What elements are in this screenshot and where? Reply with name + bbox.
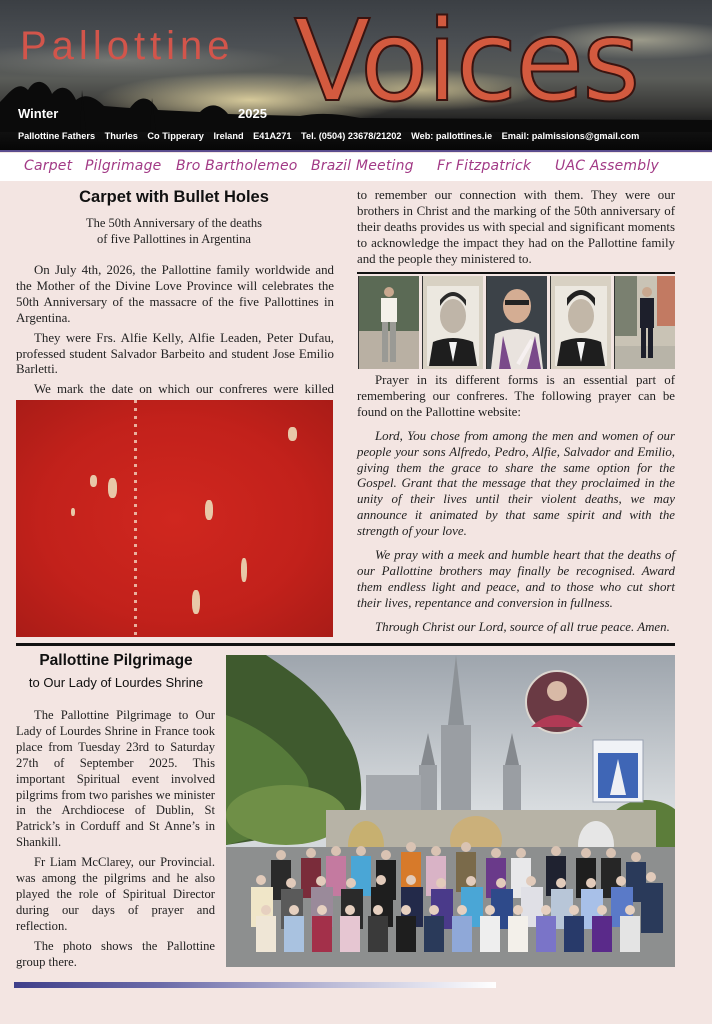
nav-item-pilgrimage[interactable]: Pilgrimage xyxy=(85,158,162,174)
nav-item-uac-assembly[interactable]: UAC Assembly xyxy=(555,158,659,174)
martyr-photo-3 xyxy=(486,276,547,369)
contact-eircode: E41A271 xyxy=(253,131,292,141)
contact-county: Co Tipperary xyxy=(147,131,204,141)
contact-web[interactable]: Web: pallottines.ie xyxy=(411,131,493,141)
martyr-photo-4 xyxy=(550,276,611,369)
carpet-paragraph: On July 4th, 2026, the Pallottine family worldwide and the Mother of the Divine Love Province will celebrates the 50th Anniversary of the massacre of the five Pallottines in Argentina. xyxy=(16,263,334,325)
bullet-hole xyxy=(90,475,97,487)
nav-item-brazil-meeting[interactable]: Brazil Meeting xyxy=(311,158,414,174)
nav-item-carpet[interactable]: Carpet xyxy=(24,158,73,174)
bullet-hole xyxy=(288,427,297,441)
carpet-paragraph: They were Frs. Alfie Kelly, Alfie Leaden, Peter Dufau, professed student Salvador Barbeito and student Jose Emilio Barletti. xyxy=(16,330,334,377)
bullet-hole xyxy=(108,478,117,498)
masthead-rule xyxy=(0,150,712,152)
pilgrimage-photo xyxy=(226,655,675,967)
pilgrimage-paragraph: Fr Liam McClarey, our Provincial. was among the pilgrims and he also played the role of Spiritual Director during our days of prayer and reflection. xyxy=(16,855,215,933)
contents-nav xyxy=(0,153,712,181)
prayer-paragraph: Lord, You chose from among the men and women of our people your sons Alfredo, Pedro, Alfie, Salvador and Emilio, giving them the grace to share the same option for the Gospel. Grant that the message that they proclaimed in the unity of their lives until their violent deaths, we may announce it animated by that same spirit and with the strength of your love. xyxy=(357,428,675,539)
martyr-photo-1 xyxy=(358,276,419,369)
prayer-paragraph: Through Christ our Lord, source of all true peace. Amen. xyxy=(375,619,670,634)
carpet-article-title: Carpet with Bullet Holes xyxy=(79,188,269,206)
nav-item-bro-bartholemeo[interactable]: Bro Bartholemeo xyxy=(176,158,298,174)
lourdes-group-illustration xyxy=(226,655,675,967)
pilgrimage-paragraph: The photo shows the Pallottine group there. xyxy=(16,938,215,969)
carpet-article-subtitle xyxy=(16,215,332,247)
issue-season: Winter xyxy=(18,106,59,121)
footer-gradient-bar xyxy=(14,982,496,988)
prayer-intro: Prayer in its different forms is an essential part of remembering our confreres. The following prayer can be found on the Pallottine website: xyxy=(357,373,675,419)
contact-org: Pallottine Fathers xyxy=(18,131,96,141)
pilgrimage-article-subtitle: to Our Lady of Lourdes Shrine xyxy=(28,675,204,690)
carpet-article-continuation xyxy=(357,188,675,268)
masthead xyxy=(0,0,712,152)
pilgrimage-article-title: Pallottine Pilgrimage xyxy=(39,652,193,669)
carpet-subtitle-line2: of five Pallottines in Argentina xyxy=(97,232,251,246)
bullet-hole xyxy=(71,508,75,516)
carpet-paragraph: We mark the date on which our confreres were killed xyxy=(34,382,334,397)
prayer-section xyxy=(357,373,675,636)
publisher-name: Pallottine xyxy=(20,24,235,68)
martyr-photo-5 xyxy=(614,276,675,369)
contact-line xyxy=(18,131,708,141)
nav-item-fr-fitzpatrick[interactable]: Fr Fitzpatrick xyxy=(437,158,532,174)
carpet-article-body xyxy=(16,263,334,398)
carpet-subtitle-line1: The 50th Anniversary of the deaths xyxy=(86,216,262,230)
bullet-hole xyxy=(205,500,213,520)
newsletter-title: Voices xyxy=(294,0,639,127)
contact-town: Thurles xyxy=(104,131,138,141)
section-divider xyxy=(16,643,675,646)
martyr-photo-2 xyxy=(422,276,483,369)
prayer-paragraph: We pray with a meek and humble heart that the deaths of our Pallottine brothers may finally be recognised. Award them endless light and peace, and to those who cut short their lives, repentance and conversion in fullness. xyxy=(357,548,675,610)
contact-email[interactable]: Email: palmissions@gmail.com xyxy=(501,131,640,141)
bullet-hole xyxy=(241,558,247,582)
continuation-paragraph: to remember our connection with them. They were our brothers in Christ and the marking of the 50th anniversary of their deaths provides us with special and significant moments to acknowledge the impact they had on the Pallottine family and the people they ministered to. xyxy=(357,188,675,266)
martyr-photos xyxy=(358,276,675,369)
pilgrimage-article-body xyxy=(16,708,215,971)
contact-phone: Tel. (0504) 23678/21202 xyxy=(301,131,402,141)
pilgrimage-paragraph: The Pallottine Pilgrimage to Our Lady of Lourdes Shrine in France took place from Tuesday 23rd to Saturday 27th of September 2025. This important Spiritual event involved pilgrims from two parishes we minister in the Archdiocese of Dublin, St Patrick’s in Corduff and St Anne’s in Shankill. xyxy=(16,708,215,850)
bullet-hole xyxy=(192,590,200,614)
carpet-photo xyxy=(16,400,333,637)
martyrs-rule xyxy=(357,272,675,274)
contact-country: Ireland xyxy=(213,131,244,141)
issue-year: 2025 xyxy=(238,106,267,121)
carpet-seam xyxy=(134,400,137,637)
